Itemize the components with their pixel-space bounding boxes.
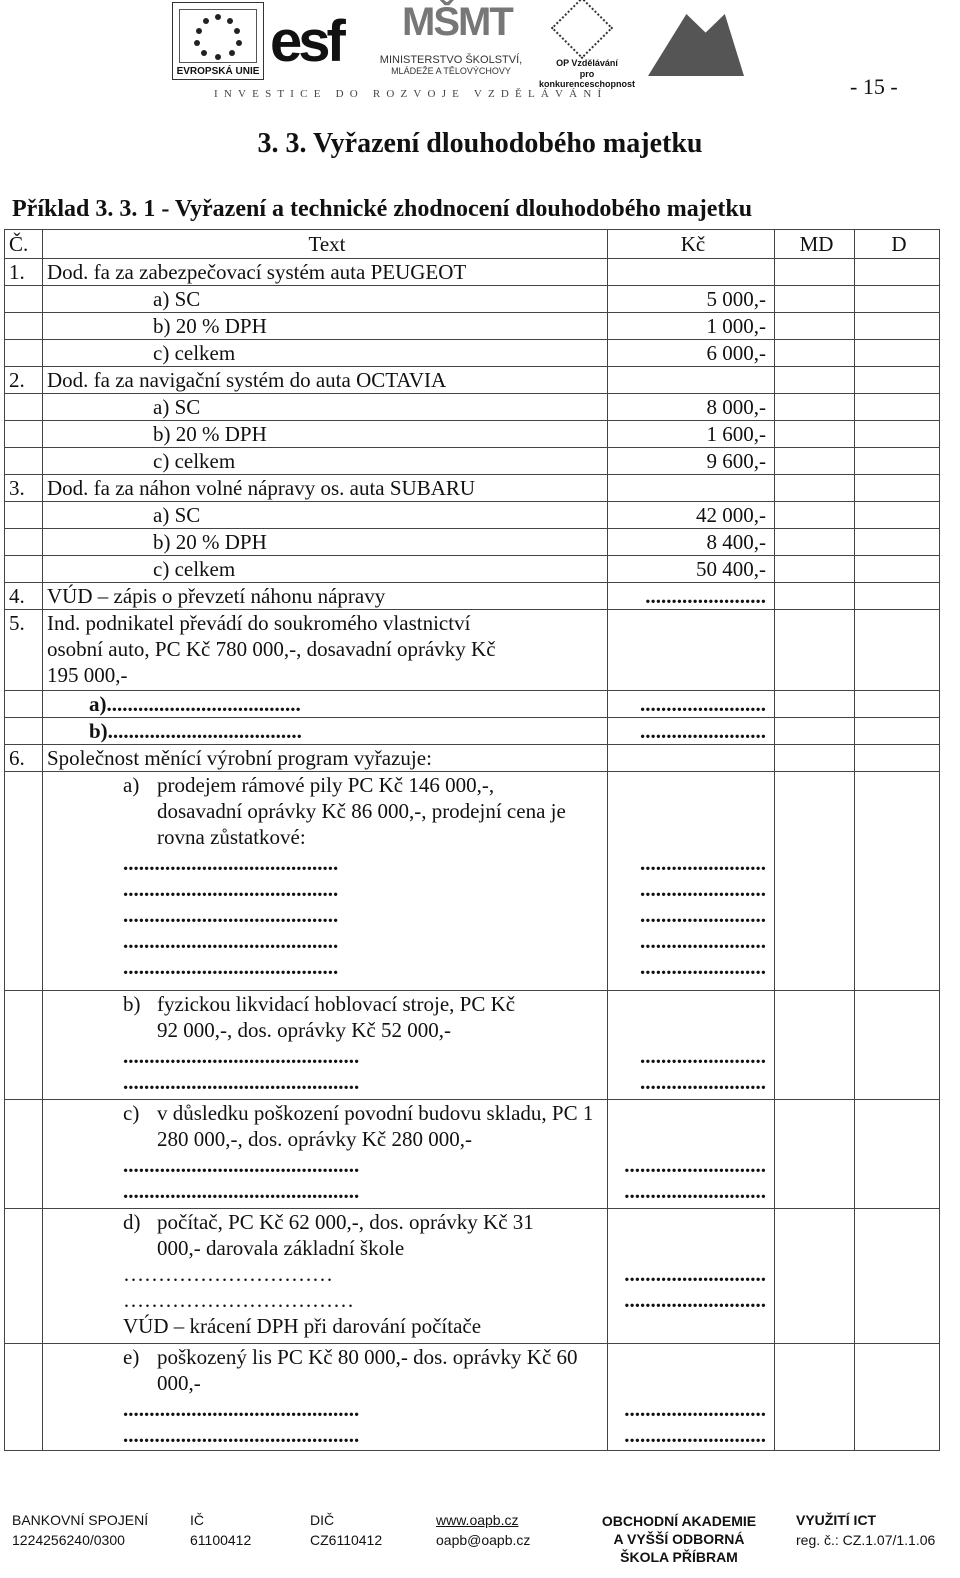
row-amount: 5 000,- xyxy=(608,286,775,313)
school-mascot-logo xyxy=(640,2,750,80)
mascot-icon xyxy=(648,14,744,76)
esf-logo: esf xyxy=(270,9,342,74)
exercise-table xyxy=(4,229,940,1451)
item-text: v důsledku poškození povodní budovu skladu, PC 1 280 000,-, dos. oprávky Kč 280 000,- xyxy=(157,1101,594,1151)
amount-blank: ........................ xyxy=(640,877,766,901)
table-row xyxy=(5,718,940,745)
amount-blank: ........................ xyxy=(640,1070,766,1094)
answer-blank: b)..................................... xyxy=(43,718,608,745)
table-row xyxy=(5,502,940,529)
website-link[interactable]: www.oapb.cz xyxy=(436,1512,519,1528)
amount-blank: ........................ xyxy=(640,851,766,875)
answer-blank: ......................................... xyxy=(123,903,339,927)
row-text: b) 20 % DPH xyxy=(43,529,608,556)
amount-blank: ........................ xyxy=(640,903,766,927)
table-row xyxy=(5,475,940,502)
ic-value: 61100412 xyxy=(190,1532,252,1548)
row-text: a) SC xyxy=(43,394,608,421)
table-row xyxy=(5,556,940,583)
tagline: INVESTICE DO ROZVOJE VZDĚLÁVÁNÍ xyxy=(214,88,608,100)
row-number: 2. xyxy=(5,367,43,394)
table-row xyxy=(5,448,940,475)
table-row xyxy=(5,1344,940,1451)
item-label: a) xyxy=(123,773,140,797)
example-title: Příklad 3. 3. 1 - Vyřazení a technické zhodnocení dlouhodobého majetku xyxy=(12,196,753,222)
col-header-text: Text xyxy=(43,230,608,259)
row-amount: 1 000,- xyxy=(608,313,775,340)
item-label: c) xyxy=(123,1101,140,1125)
table-row xyxy=(5,583,940,610)
table-row xyxy=(5,394,940,421)
section-title: 3. 3. Vyřazení dlouhodobého majetku xyxy=(257,128,703,159)
vud-note: VÚD – krácení DPH při darování počítače xyxy=(123,1314,482,1338)
table-row xyxy=(5,313,940,340)
row-amount: 6 000,- xyxy=(608,340,775,367)
table-row xyxy=(5,367,940,394)
row-number: 4. xyxy=(5,583,43,610)
item-label: d) xyxy=(123,1210,141,1234)
answer-blank: ............................................. xyxy=(123,1423,360,1447)
amount-blank: ........................... xyxy=(624,1153,766,1177)
col-header-md: MD xyxy=(775,230,855,259)
amount-blank: ........................... xyxy=(624,1397,766,1421)
ict-label: VYUŽITÍ ICT xyxy=(796,1512,877,1528)
row-number: 6. xyxy=(5,745,43,772)
item-label: e) xyxy=(123,1345,140,1369)
item-label: b) xyxy=(123,992,141,1016)
table-row xyxy=(5,529,940,556)
table-header-row xyxy=(5,230,940,259)
table-row xyxy=(5,691,940,718)
amount-blank: ........................ xyxy=(640,929,766,953)
bank-value: 1224256240/0300 xyxy=(12,1532,125,1548)
row-amount: 1 600,- xyxy=(608,421,775,448)
row-amount: 8 000,- xyxy=(608,394,775,421)
school-name xyxy=(584,1512,774,1566)
answer-blank: ......................................... xyxy=(123,851,339,875)
answer-blank: …………………………… xyxy=(123,1288,354,1312)
amount-blank: ........................ xyxy=(608,691,775,718)
footer-dic xyxy=(310,1510,382,1550)
msmt-line1: MINISTERSTVO ŠKOLSTVÍ, xyxy=(379,54,523,66)
row-text-line: osobní auto, PC Kč 780 000,-, dosavadní oprávky Kč xyxy=(47,637,496,661)
eu-flag-icon xyxy=(179,9,257,63)
answer-blank: ............................................. xyxy=(123,1397,360,1421)
op-line1: OP Vzdělávání xyxy=(556,58,618,68)
answer-blank: ......................................... xyxy=(123,929,339,953)
row-text: Společnost měnící výrobní program vyřazuje: xyxy=(43,745,608,772)
answer-blank: ............................................. xyxy=(123,1153,360,1177)
row-number: 5. xyxy=(5,610,43,691)
row-text-line: 195 000,- xyxy=(47,663,128,687)
dic-label: DIČ xyxy=(310,1512,335,1528)
answer-blank: ......................................... xyxy=(123,877,339,901)
eu-logo xyxy=(172,2,264,80)
footer xyxy=(0,1510,960,1578)
row-amount: 8 400,- xyxy=(608,529,775,556)
amount-blank: ........................ xyxy=(640,955,766,979)
msmt-line2: MLÁDEŽE A TĚLOVÝCHOVY xyxy=(391,66,511,76)
row-text: c) celkem xyxy=(43,448,608,475)
row-number: 1. xyxy=(5,259,43,286)
ic-label: IČ xyxy=(190,1512,204,1528)
school-line3: ŠKOLA PŘÍBRAM xyxy=(620,1549,738,1565)
row-text: c) celkem xyxy=(43,340,608,367)
row-text: VÚD – zápis o převzetí náhonu nápravy xyxy=(43,583,608,610)
col-header-number: Č. xyxy=(5,230,43,259)
footer-ic xyxy=(190,1510,251,1550)
amount-blank: ........................... xyxy=(624,1262,766,1286)
msmt-logo xyxy=(366,0,526,80)
school-line2: A VYŠŠÍ ODBORNÁ xyxy=(613,1531,745,1547)
answer-blank: ............................................. xyxy=(123,1179,360,1203)
col-header-kc: Kč xyxy=(608,230,775,259)
row-amount: 9 600,- xyxy=(608,448,775,475)
row-text: b) 20 % DPH xyxy=(43,313,608,340)
reg-number: reg. č.: CZ.1.07/1.1.06 xyxy=(796,1532,936,1548)
amount-blank: ........................ xyxy=(640,1044,766,1068)
op-line2: pro konkurenceschopnost xyxy=(538,69,636,89)
row-amount-blank: ....................... xyxy=(608,583,775,610)
table-row xyxy=(5,1209,940,1344)
answer-blank: ......................................... xyxy=(123,955,339,979)
eu-caption: EVROPSKÁ UNIE xyxy=(176,66,260,77)
page-number: - 15 - xyxy=(850,74,898,99)
row-text: a) SC xyxy=(43,286,608,313)
item-text: prodejem rámové pily PC Kč 146 000,-, dosavadní oprávky Kč 86 000,-, prodejní cena je rovna zůstatkové: xyxy=(157,773,566,849)
row-number: 3. xyxy=(5,475,43,502)
table-row xyxy=(5,745,940,772)
row-text: Dod. fa za zabezpečovací systém auta PEUGEOT xyxy=(43,259,608,286)
answer-blank: ………………………… xyxy=(123,1262,333,1286)
row-text: Dod. fa za navigační systém do auta OCTAVIA xyxy=(43,367,608,394)
table-row xyxy=(5,340,940,367)
answer-blank: ............................................. xyxy=(123,1044,360,1068)
table-row xyxy=(5,991,940,1100)
msmt-mark: MŠMT xyxy=(402,0,512,44)
col-header-d: D xyxy=(855,230,940,259)
amount-blank: ........................... xyxy=(624,1179,766,1203)
amount-blank: ........................ xyxy=(608,718,775,745)
table-row xyxy=(5,286,940,313)
bank-label: BANKOVNÍ SPOJENÍ xyxy=(12,1512,149,1528)
amount-blank: ........................... xyxy=(624,1288,766,1312)
row-amount: 42 000,- xyxy=(608,502,775,529)
row-amount: 50 400,- xyxy=(608,556,775,583)
footer-ict xyxy=(796,1510,935,1550)
table-row xyxy=(5,421,940,448)
email-text[interactable]: oapb@oapb.cz xyxy=(436,1532,531,1548)
item-text: poškozený lis PC Kč 80 000,- dos. oprávky Kč 60 000,- xyxy=(157,1345,578,1395)
row-text: b) 20 % DPH xyxy=(43,421,608,448)
answer-blank: a)..................................... xyxy=(43,691,608,718)
op-logo xyxy=(532,2,636,89)
row-text-line: Ind. podnikatel převádí do soukromého vlastnictví xyxy=(47,611,471,635)
row-text: a) SC xyxy=(43,502,608,529)
item-text: fyzickou likvidací hoblovací stroje, PC Kč 92 000,-, dos. oprávky Kč 52 000,- xyxy=(157,992,516,1042)
item-text: počítač, PC Kč 62 000,-, dos. oprávky Kč 31 000,- darovala základní škole xyxy=(157,1210,534,1260)
amount-blank: ........................... xyxy=(624,1423,766,1447)
table-row xyxy=(5,259,940,286)
table-row xyxy=(5,772,940,991)
row-text: Dod. fa za náhon volné nápravy os. auta SUBARU xyxy=(43,475,608,502)
footer-contact xyxy=(436,1510,530,1550)
row-text: c) celkem xyxy=(43,556,608,583)
dic-value: CZ6110412 xyxy=(310,1532,383,1548)
table-row xyxy=(5,1100,940,1209)
answer-blank: ............................................. xyxy=(123,1070,360,1094)
school-line1: OBCHODNÍ AKADEMIE xyxy=(601,1513,757,1529)
footer-bank xyxy=(12,1510,148,1550)
table-row xyxy=(5,610,940,691)
header-logos xyxy=(170,0,760,110)
op-diamond-icon xyxy=(551,0,613,59)
